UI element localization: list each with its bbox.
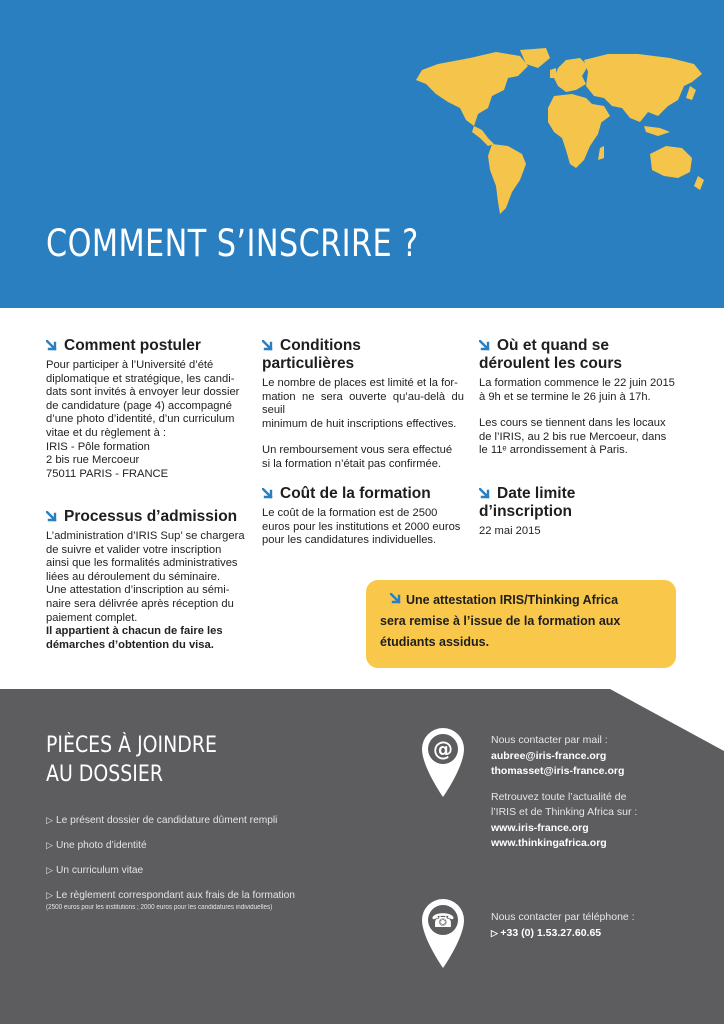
section-heading-line2 [479, 503, 691, 521]
list-item-text: Un curriculum vitae [56, 865, 144, 876]
bullet-icon: ▷ [46, 840, 53, 850]
body-line: mation ne sera ouverte qu’au-delà du seuil [262, 390, 464, 417]
section-processus-admission [46, 508, 248, 652]
body-line: d’une photo d’identité, d’un curriculum [46, 413, 235, 426]
section-heading-line2 [479, 355, 691, 373]
section-title-line2: d’inscription [479, 503, 572, 520]
mail-pin-icon [418, 723, 468, 799]
email-link[interactable]: aubree@iris-france.org [491, 749, 607, 762]
body-line: dats sont invités à envoyer leur dossier [46, 386, 240, 399]
body-line: de l’IRIS, au 2 bis rue Mercoeur, dans [479, 430, 667, 443]
section-title: Comment postuler [64, 337, 201, 354]
arrow-down-right-icon [262, 340, 274, 352]
body-line: euros pour les institutions et 2000 euros [262, 520, 461, 533]
section-body [46, 530, 248, 652]
notice-line: étudiants assidus. [380, 635, 490, 649]
section-ou-quand [479, 337, 691, 458]
pieces-title-line: PIÈCES À JOINDRE [46, 733, 217, 758]
notice-text: Une attestation IRIS/Thinking Africa [406, 593, 619, 607]
body-line: diplomatique et stratégique, les candi- [46, 372, 235, 385]
bullet-icon: ▷ [46, 890, 53, 900]
email-link[interactable]: thomasset@iris-france.org [491, 765, 625, 777]
arrow-down-right-icon [262, 488, 274, 500]
bullet-icon: ▷ [46, 865, 53, 875]
mail-label: Nous contacter par mail : [491, 734, 608, 746]
body-line: vitae et du règlement à : [46, 426, 167, 439]
website-link[interactable]: www.thinkingafrica.org [491, 837, 607, 849]
attestation-notice [366, 580, 676, 668]
body-line: La formation commence le 22 juin 2015 [479, 377, 675, 389]
visa-note-line: Il appartient à chacun de faire les [46, 625, 223, 638]
body-line: pour les candidatures individuelles. [262, 534, 437, 547]
section-heading [262, 337, 464, 355]
address-line: 75011 PARIS - FRANCE [46, 467, 169, 480]
phone-contact [491, 910, 635, 941]
arrow-down-right-icon [479, 488, 491, 500]
section-title: Processus d’admission [64, 508, 238, 525]
body-line: si la formation n’était pas confirmée. [262, 457, 442, 470]
arrow-down-right-icon [390, 593, 402, 605]
section-body [262, 507, 464, 548]
list-item [46, 888, 297, 903]
section-heading [46, 508, 248, 526]
section-heading [262, 485, 464, 503]
body-line: paiement complet. [46, 611, 138, 624]
body-line: L’administration d’IRIS Sup’ se chargera [46, 530, 245, 542]
body-line: ainsi que les formalités administratives [46, 557, 238, 570]
list-item-text: Le présent dossier de candidature dûment rempli [56, 815, 278, 826]
pieces-title [46, 731, 217, 789]
bullet-icon: ▷ [491, 927, 501, 938]
body-line: Le coût de la formation est de 2500 [262, 507, 438, 519]
body-line: de candidature (page 4) accompagné [46, 399, 232, 412]
body-line: liées au déroulement du séminaire. [46, 570, 221, 583]
body-line: le 11ᵉ arrondissement à Paris. [479, 444, 628, 457]
section-cout [262, 485, 464, 548]
list-item-note: (2500 euros pour les institutions ; 2000 euros pour les candidatures individuelles) [46, 904, 273, 911]
body-line: Une attestation d’inscription au sémi- [46, 584, 230, 597]
list-item [46, 838, 297, 853]
section-body [479, 377, 691, 458]
pieces-title-line: AU DOSSIER [46, 762, 163, 787]
body-line: naire sera délivrée après réception du [46, 597, 234, 610]
news-label: Retrouvez toute l’actualité de [491, 790, 627, 803]
mail-contact [491, 733, 637, 852]
section-title: Date limite [497, 485, 576, 502]
phone-label: Nous contacter par téléphone : [491, 911, 635, 923]
section-title-line2: déroulent les cours [479, 355, 622, 372]
phone-pin-icon [418, 894, 468, 970]
section-comment-postuler [46, 337, 248, 481]
phone-number-text[interactable]: +33 (0) 1.53.27.60.65 [500, 926, 602, 939]
body-line: Les cours se tiennent dans les locaux [479, 417, 666, 430]
body-line: de suivre et valider votre inscription [46, 543, 222, 556]
arrow-down-right-icon [46, 340, 58, 352]
deadline-value: 22 mai 2015 [479, 525, 541, 537]
section-body [46, 359, 248, 481]
header-banner [0, 0, 724, 308]
section-body [479, 525, 691, 539]
section-heading-line2 [262, 355, 464, 373]
telephone-icon: ☎ [431, 910, 455, 932]
section-heading [479, 485, 691, 503]
section-heading [46, 337, 248, 355]
spacer [491, 780, 637, 790]
at-sign-icon: @ [433, 737, 453, 761]
body-line: à 9h et se termine le 26 juin à 17h. [479, 390, 651, 403]
address-line: IRIS - Pôle formation [46, 440, 150, 453]
address-line: 2 bis rue Mercoeur [46, 454, 140, 467]
body-line: minimum de huit inscriptions effectives. [262, 417, 457, 430]
pieces-panel [0, 689, 724, 1024]
section-title-line2: particulières [262, 355, 355, 372]
visa-note-line: démarches d’obtention du visa. [46, 638, 214, 651]
list-item [46, 813, 297, 828]
body-line: Pour participer à l’Université d’été [46, 359, 214, 371]
body-line: Le nombre de places est limité et la for- [262, 377, 458, 389]
news-label: l’IRIS et de Thinking Africa sur : [491, 806, 638, 818]
arrow-down-right-icon [479, 340, 491, 352]
website-link[interactable]: www.iris-france.org [491, 821, 589, 834]
bullet-icon: ▷ [46, 815, 53, 825]
arrow-down-right-icon [46, 511, 58, 523]
document-list [46, 813, 297, 911]
section-conditions [262, 337, 464, 472]
list-item-text: Le règlement correspondant aux frais de la formation [56, 890, 295, 901]
section-title: Conditions [280, 337, 361, 354]
section-heading [479, 337, 691, 355]
list-item-text: Une photo d’identité [56, 840, 147, 851]
notice-line [380, 590, 662, 611]
section-title: Coût de la formation [280, 485, 431, 502]
body-line: Un remboursement vous sera effectué [262, 444, 453, 457]
page-title: COMMENT S’INSCRIRE ? [46, 222, 419, 265]
section-title: Où et quand se [497, 337, 609, 354]
notice-line: sera remise à l’issue de la formation aux [380, 614, 621, 628]
section-date-limite [479, 485, 691, 539]
list-item [46, 863, 297, 878]
world-map-icon [408, 46, 708, 218]
section-body [262, 377, 464, 472]
phone-number[interactable] [491, 926, 635, 942]
